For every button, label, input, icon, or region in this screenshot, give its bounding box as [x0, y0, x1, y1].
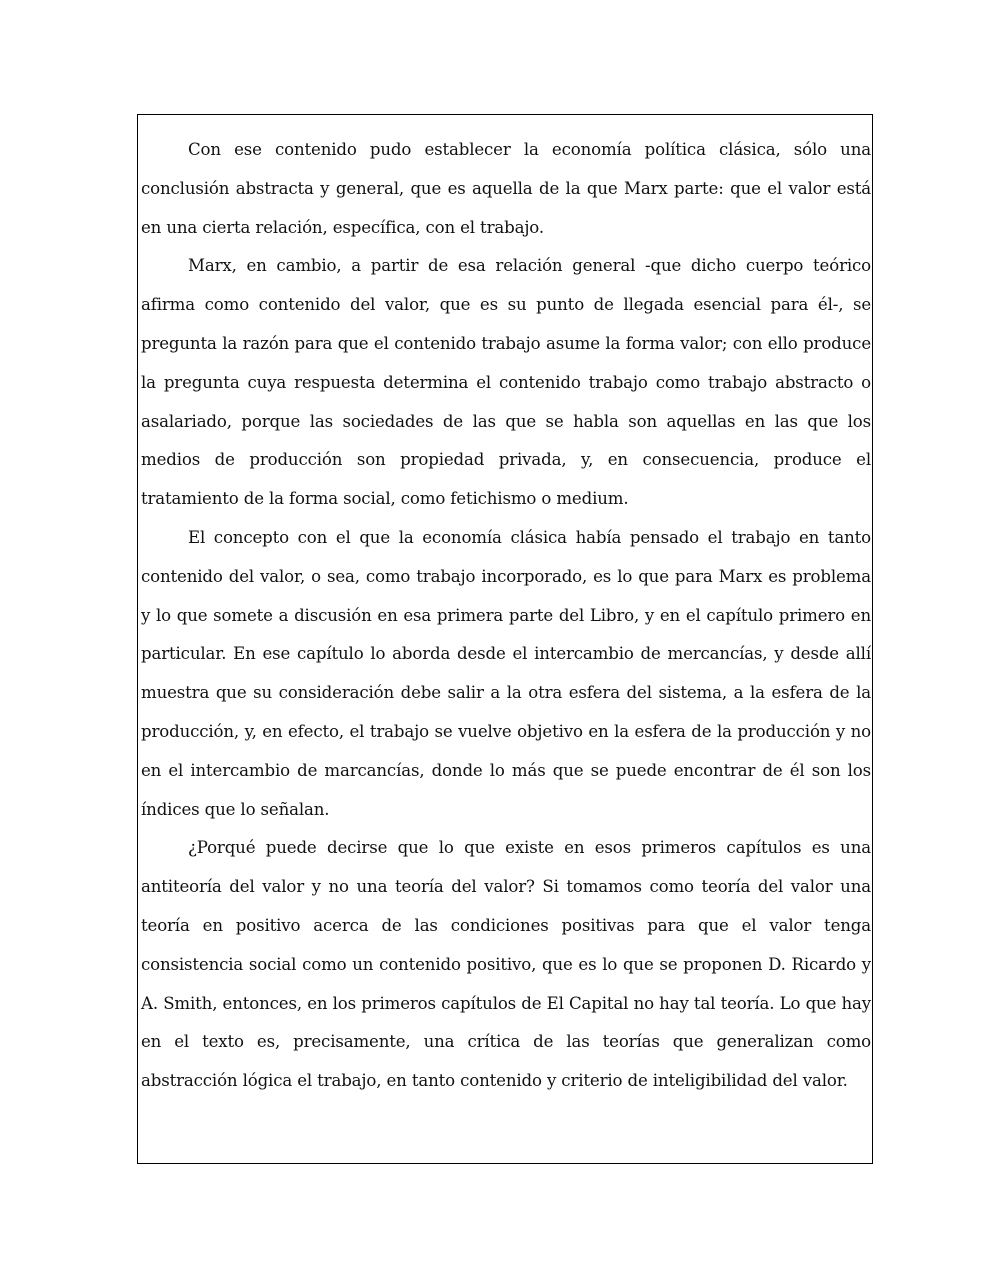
paragraph-3: El concepto con el que la economía clásica había pensado el trabajo en tanto contenido del valor, o sea, como trabajo incorporado, es lo que para Marx es problema y lo que somete a discusión en esa primera parte del Libro, y en el capítulo primero en particular. En ese capítulo lo aborda desde el intercambio de mercancías, y desde allí muestra que su consideración debe salir a la otra esfera del sistema, a la esfera de la producción, y, en efecto, el trabajo se vuelve objetivo en la esfera de la producción y no en el intercambio de marcancías, donde lo más que se puede encontrar de él son los índices que lo señalan. [141, 527, 871, 819]
page-frame [137, 114, 873, 1164]
paragraph-2: Marx, en cambio, a partir de esa relación general -que dicho cuerpo teórico afirma como contenido del valor, que es su punto de llegada esencial para él-, se pregunta la razón para que el contenido trabajo asume la forma valor; con ello produce la pregunta cuya respuesta determina el contenido trabajo como trabajo abstracto o asalariado, porque las sociedades de las que se habla son aquellas en las que los medios de producción son propiedad privada, y, en consecuencia, produce el tratamiento de la forma social, como fetichismo o medium. [141, 256, 871, 509]
paragraph-1: Con ese contenido pudo establecer la economía política clásica, sólo una conclusión abstracta y general, que es aquella de la que Marx parte: que el valor está en una cierta relación, específica, con el trabajo. [141, 140, 871, 237]
paragraph-4: ¿Porqué puede decirse que lo que existe en esos primeros capítulos es una antiteoría del valor y no una teoría del valor? Si tomamos como teoría del valor una teoría en positivo acerca de las condiciones positivas para que el valor tenga consistencia social como un contenido positivo, que es lo que se proponen D. Ricardo y A. Smith, entonces, en los primeros capítulos de El Capital no hay tal teoría. Lo que hay en el texto es, precisamente, una crítica de las teorías que generalizan como abstracción lógica el trabajo, en tanto contenido y criterio de inteligibilidad del valor. [141, 838, 871, 1091]
text-body [141, 131, 871, 1101]
